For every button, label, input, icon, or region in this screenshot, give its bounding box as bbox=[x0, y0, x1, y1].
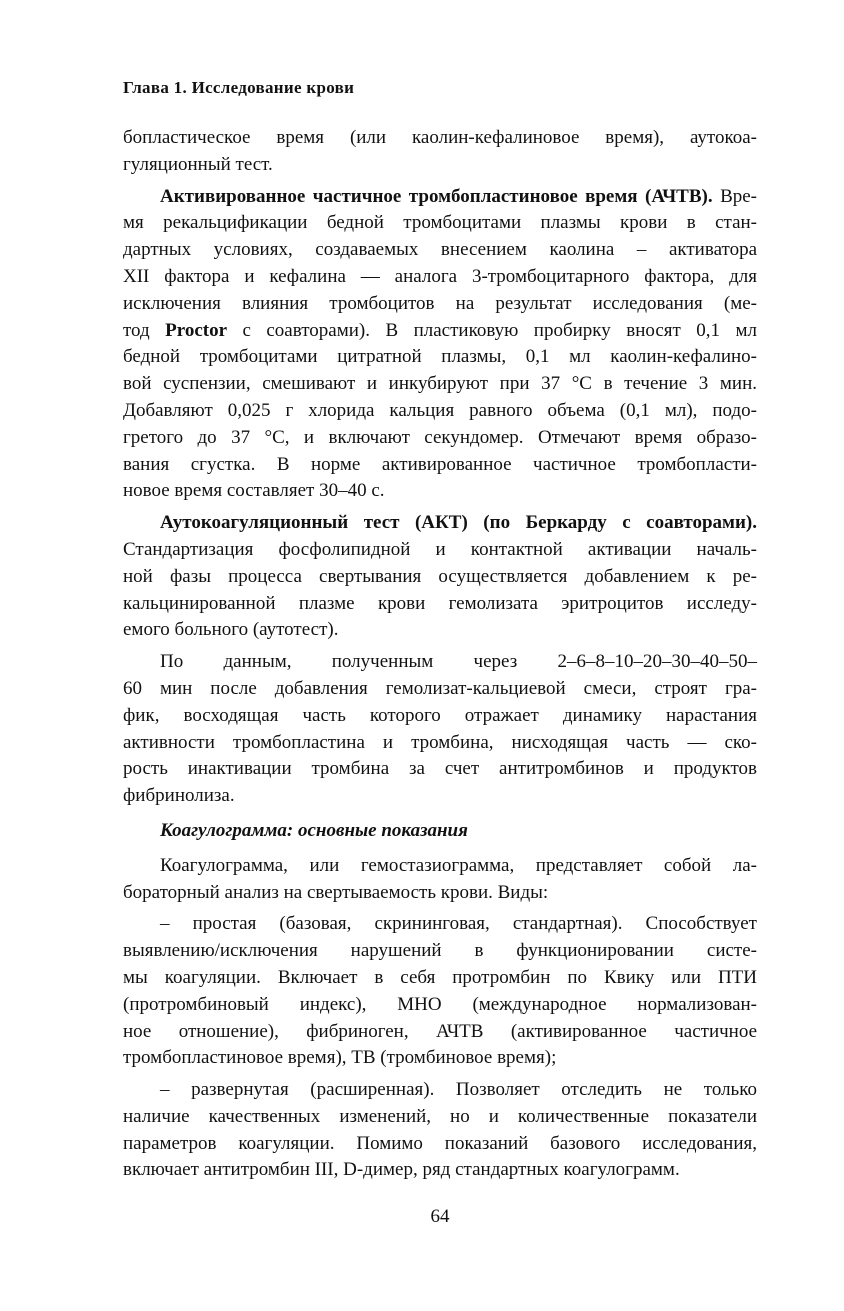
text-line: гуляционный тест. bbox=[123, 153, 273, 175]
text-line: рость инактивации тромбина за счет антитромбинов и продуктов bbox=[123, 758, 757, 780]
section-heading: Коагулограмма: основные показания bbox=[160, 819, 468, 841]
text-line: Стандартизация фосфолипидной и контактной активации началь- bbox=[123, 538, 757, 560]
text-span: Вре- bbox=[712, 185, 757, 207]
bold-term: Proctor bbox=[165, 319, 228, 341]
bold-term: Активированное частичное тромбопластиновое время (АЧТВ). bbox=[160, 185, 713, 207]
text-line: XII фактора и кефалина — аналога 3-тромбоцитарного фактора, для bbox=[123, 265, 757, 287]
text-line: Коагулограмма, или гемостазиограмма, представляет собой ла- bbox=[160, 854, 757, 876]
paragraph bbox=[123, 184, 757, 506]
text-line: мы коагуляции. Включает в себя протромбин по Квику или ПТИ bbox=[123, 966, 757, 988]
text-line: вания сгустка. В норме активированное частичное тромбопласти- bbox=[123, 453, 757, 475]
text-line: фибринолиза. bbox=[123, 785, 235, 807]
paragraph bbox=[123, 510, 757, 644]
text-line: наличие качественных изменений, но и количественные показатели bbox=[123, 1105, 757, 1127]
text-line: исключения влияния тромбоцитов на результат исследования (ме- bbox=[123, 292, 757, 314]
text-line bbox=[123, 318, 757, 345]
text-line: новое время составляет 30–40 с. bbox=[123, 480, 385, 502]
paragraph bbox=[123, 853, 757, 907]
paragraph bbox=[123, 1077, 757, 1184]
page-number: 64 bbox=[430, 1206, 450, 1227]
text-line: – простая (базовая, скрининговая, стандартная). Способствует bbox=[160, 913, 757, 935]
paragraph bbox=[123, 911, 757, 1072]
text-line: активности тромбопластина и тромбина, нисходящая часть — ско- bbox=[123, 731, 757, 753]
text-line: дартных условиях, создаваемых внесением каолина – активатора bbox=[123, 239, 757, 261]
text-line: тромбопластиновое время), ТВ (тромбиновое время); bbox=[123, 1047, 557, 1069]
text-span: с соавторами). В пластиковую пробирку вносят 0,1 мл bbox=[227, 319, 757, 341]
text-line: бопластическое время (или каолин-кефалиновое время), аутокоа- bbox=[123, 127, 757, 148]
text-line: (протромбиновый индекс), МНО (международное нормализован- bbox=[123, 993, 757, 1015]
text-line: кальцинированной плазме крови гемолизата эритроцитов исследу- bbox=[123, 592, 757, 614]
text-line: 60 мин после добавления гемолизат-кальциевой смеси, строят гра- bbox=[123, 677, 757, 699]
text-line: включает антитромбин III, D-димер, ряд стандартных коагулограмм. bbox=[123, 1159, 680, 1181]
text-line: вой суспензии, смешивают и инкубируют при 37 °С в течение 3 мин. bbox=[123, 373, 757, 395]
text-line: – развернутая (расширенная). Позволяет отследить не только bbox=[160, 1079, 757, 1101]
text-line bbox=[123, 184, 757, 211]
paragraph bbox=[123, 125, 757, 179]
text-line: Добавляют 0,025 г хлорида кальция равного объема (0,1 мл), подо- bbox=[123, 399, 757, 421]
bold-term: Аутокоагуляционный тест (АКТ) (по Беркарду с соавторами). bbox=[160, 512, 757, 534]
text-line: параметров коагуляции. Помимо показаний базового исследования, bbox=[123, 1132, 757, 1154]
text-line: мя рекальцификации бедной тромбоцитами плазмы крови в стан- bbox=[123, 212, 757, 234]
text-line: ное отношение), фибриноген, АЧТВ (активированное частичное bbox=[123, 1020, 757, 1042]
text-line: фик, восходящая часть которого отражает динамику нарастания bbox=[123, 704, 757, 726]
text-line: ной фазы процесса свертывания осуществляется добавлением к ре- bbox=[123, 565, 757, 587]
text-line: бораторный анализ на свертываемость крови. Виды: bbox=[123, 881, 549, 903]
paragraph bbox=[123, 649, 757, 810]
text-line: бедной тромбоцитами цитратной плазмы, 0,1 мл каолин-кефалино- bbox=[123, 346, 757, 368]
text-line: емого больного (аутотест). bbox=[123, 619, 339, 641]
text-line: выявлению/исключения нарушений в функционировании систе- bbox=[123, 940, 757, 962]
text-line bbox=[123, 510, 757, 537]
text-line: гретого до 37 °С, и включают секундомер. Отмечают время образо- bbox=[123, 426, 757, 448]
page-body bbox=[123, 125, 757, 1189]
text-span: тод bbox=[123, 319, 166, 341]
running-head: Глава 1. Исследование крови bbox=[123, 78, 355, 97]
text-line: По данным, полученным через 2–6–8–10–20–30–40–50– bbox=[160, 651, 757, 673]
